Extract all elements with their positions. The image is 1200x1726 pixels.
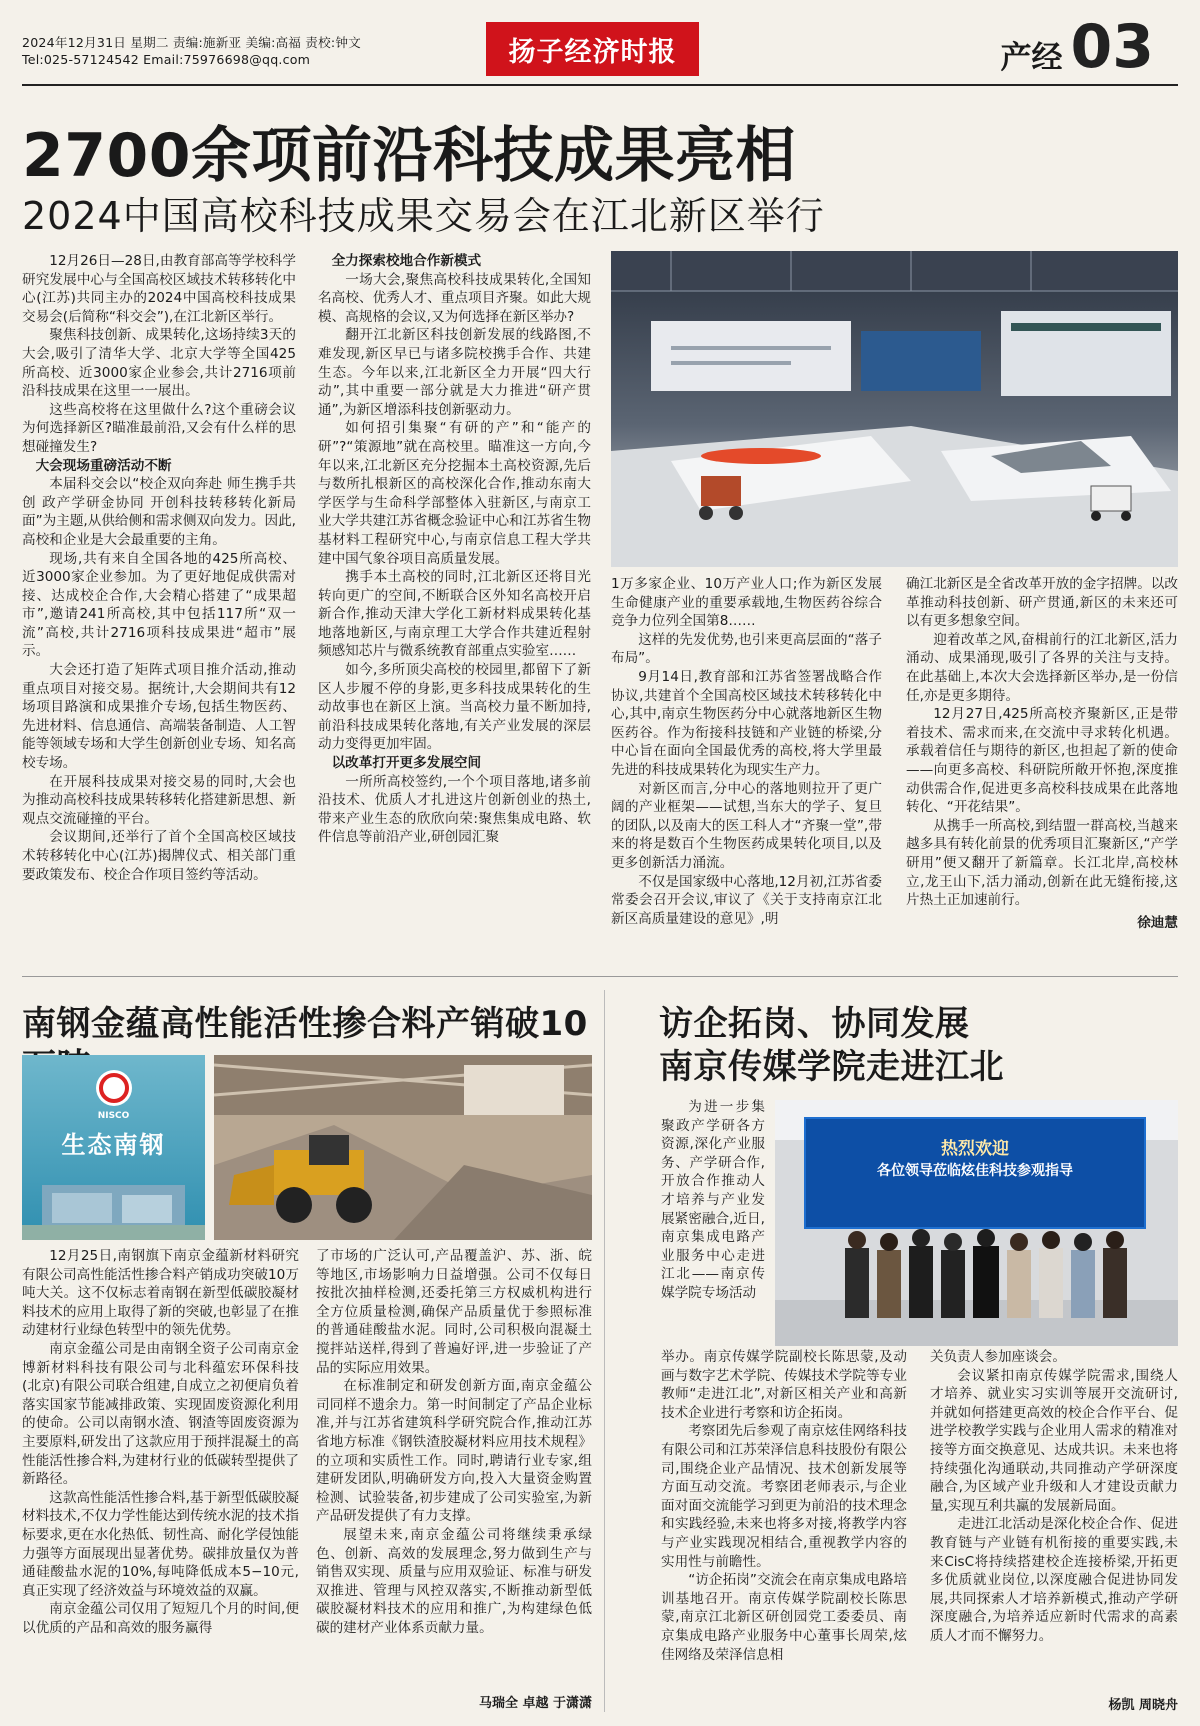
- steel-headline: 南钢金蕴高性能活性掺合料产销破10: [22, 1004, 588, 1044]
- steel-article-col1: [22, 1247, 299, 1707]
- article-paragraph: 会议期间,还举行了首个全国高校区域技术转移转化中心(江苏)揭牌仪式、相关部门重要政策发布、校企合作项目签约等活动。: [22, 829, 296, 883]
- article-paragraph: 12月25日,南钢旗下南京金蕴新材料研究有限公司高性能活性掺合料产销成功突破10万吨大关。这不仅标志着南钢在新型低碳胶凝材料技术的应用上取得了新的突破,也彰显了在推动建材行业绿色转型中的领先优势。: [22, 1248, 299, 1339]
- main-article-col1: [22, 252, 296, 952]
- article-paragraph: 从携手一所高校,到结盟一群高校,当越来越多具有转化前景的优秀项目汇聚新区,“产学研用”便又翻开了新篇章。长江北岸,高校林立,龙王山下,活力涌动,创新在此无缝衔接,这片热土正加速前行。: [906, 817, 1178, 909]
- header-contact: Tel:025-57124542 Email:75976698@qq.com: [22, 52, 311, 67]
- media-intro: [661, 1098, 765, 1348]
- sub-headline: 2024中国高校科技成果交易会在江北新区举行: [22, 194, 825, 238]
- article-paragraph: 对新区而言,分中心的落地则拉开了更广阔的产业框架——试想,当东大的学子、复旦的团队,以及南大的医工科人才“齐聚一堂”,带来的将是数百个生物医药成果转化项目,以及更多创新活力涌流。: [611, 780, 882, 871]
- page-number: 03: [1070, 12, 1154, 82]
- main-article-col4: [906, 575, 1178, 952]
- article-paragraph: 考察团先后参观了南京炫佳网络科技有限公司和江苏荣泽信息科技股份有限公司,围绕企业产品情况、技术创新发展等方面互动交流。考察团老师表示,与企业面对面交流能学习到更为前沿的技术理念和实践经验,未来也将多对接,将教学内容与产业实践现况相结合,重视教学内容的实用性与前瞻性。: [661, 1423, 907, 1570]
- column-divider: [604, 990, 605, 1712]
- steel-article-col2: [316, 1247, 592, 1687]
- article-paragraph: 现场,共有来自全国各地的425所高校、近3000家企业参加。为了更好地促成供需对接、达成校企合作,大会精心搭建了“成果超市”,邀请241所高校,其中包括117所“双一流”高校,共计2716项科技成果进“超市”展示。: [22, 550, 296, 660]
- article-paragraph: 这些高校将在这里做什么?这个重磅会议为何选择新区?瞄准最前沿,又会有什么样的思想碰撞发生?: [22, 401, 296, 455]
- headline: 2700余项前沿科技成果亮相: [22, 121, 796, 191]
- article-paragraph: 如今,多所顶尖高校的校园里,都留下了新区人步履不停的身影,更多科技成果转化的生动故事也在新区上演。当高校力量不断加持,前沿科技成果转化落地,有关产业发展的深层动力变得更加牢固。: [318, 662, 591, 753]
- nisco-logo-panel: [22, 1055, 205, 1240]
- article-paragraph: 聚焦科技创新、成果转化,这场持续3天的大会,吸引了清华大学、北京大学等全国425所高校、近3000家企业参会,共计2716项前沿科技成果在这里一一展出。: [22, 327, 296, 400]
- delegation-group-photo: [775, 1100, 1178, 1346]
- media-article-col1: [661, 1348, 907, 1712]
- header-rule: [22, 84, 1178, 86]
- article-paragraph: “访企拓岗”交流会在南京集成电路培训基地召开。南京传媒学院副校长陈思蒙,南京江北新区研创园党工委委员、南京集成电路产业服务中心董事长周荣,炫佳网络及荣泽信息相: [661, 1572, 907, 1663]
- article-paragraph: 9月14日,教育部和江苏省签署战略合作协议,共建首个全国高校区域技术转移转化中心,其中,南京生物医药分中心就落地新区生物医药谷。作为衔接科技链和产业链的桥梁,分中心旨在面向全国最优秀的高校,将大学里最先进的科技成果转化为现实生产力。: [611, 668, 882, 778]
- article-paragraph: 这款高性能活性掺合料,基于新型低碳胶凝材料技术,不仅力学性能达到传统水泥的技术指标要求,更在水化热低、韧性高、耐化学侵蚀能力强等方面展现出显著优势。碳排放量仅为普通硅酸盐水泥的10%,每吨降低成本5−10元,真正实现了经济效益与环境效益的双赢。: [22, 1489, 299, 1599]
- article-paragraph: 关负责人参加座谈会。: [930, 1349, 1066, 1365]
- main-article-col2: [318, 252, 591, 952]
- main-article-col3: [611, 575, 882, 952]
- section-label: [1000, 12, 1155, 82]
- media-article-col2: [930, 1348, 1178, 1693]
- media-intro-text: 为进一步集聚政产学研各方资源,深化产业服务、产学研合作,开放合作推动人才培养与产业发展紧密融合,近日,南京集成电路产业服务中心走进江北——南京传媒学院专场活动: [661, 1099, 765, 1301]
- article-paragraph: 迎着改革之风,奋楫前行的江北新区,活力涌动、成果涌现,吸引了各界的关注与支持。在此基础上,本次大会选择新区举办,是一份信任,亦是更多期待。: [906, 631, 1178, 704]
- article-subhead: 全力探索校地合作新模式: [331, 253, 482, 269]
- article-paragraph: 在开展科技成果对接交易的同时,大会也为推动高校科技成果转移转化搭建新思想、新观点交流碰撞的平台。: [22, 773, 296, 827]
- section-name: 产经: [1000, 40, 1063, 76]
- article-paragraph: 翻开江北新区科技创新发展的线路图,不难发现,新区早已与诸多院校携手合作、共建生态。今年以来,江北新区全力开展“四大行动”,其中重要一部分就是大力推进“研产贯通”,为新区增添科技创新驱动力。: [318, 327, 591, 418]
- article-paragraph: 确江北新区是全省改革开放的金字招牌。以改革推动科技创新、研产贯通,新区的未来还可以有更多想象空间。: [906, 576, 1178, 630]
- nisco-slogan: 生态南钢: [61, 1131, 166, 1159]
- media-headline-line2: 南京传媒学院走进江北: [659, 1047, 1004, 1087]
- article-paragraph: 在标准制定和研发创新方面,南京金蕴公司同样不遗余力。第一时间制定了产品企业标准,并与江苏省建筑科学研究院合作,推动江苏省地方标准《钢铁渣胶凝材料应用技术规程》的立项和实质性工作。同时,聘请行业专家,组建研发团队,明确研发方向,投入大量资金购置检测、试验装备,初步建成了公司实验室,为新产品研发提供了有力支撑。: [316, 1378, 592, 1525]
- article-paragraph: 南京金蕴公司是由南钢全资子公司南京金博新材料科技有限公司与北科蕴宏环保科技(北京)有限公司联合组建,自成立之初便肩负着落实国家节能减排政策、实现固废资源化利用的使命。公司以南钢水渣、钢渣等固废资源为主要原料,研发出了这款应用于预拌混凝土的高性能活性掺合料,为建材行业的低碳转型提供了新路径。: [22, 1340, 299, 1488]
- article-paragraph: 这样的先发优势,也引来更高层面的“落子布局”。: [611, 631, 882, 667]
- article-paragraph: 举办。南京传媒学院副校长陈思蒙,及动画与数字艺术学院、传媒技术学院等专业教师“走进江北”,对新区相关产业和高新技术企业进行考察和访企拓岗。: [661, 1349, 907, 1421]
- article-paragraph: 不仅是国家级中心落地,12月初,江苏省委常委会召开会议,审议了《关于支持南京江北新区高质量建设的意见》,明: [611, 873, 882, 927]
- nisco-brand: NISCO: [97, 1111, 130, 1121]
- article-paragraph: 会议紧扣南京传媒学院需求,围绕人才培养、就业实习实训等展开交流研讨,并就如何搭建更高效的校企合作平台、促进学校教学实践与企业用人需求的精准对接等方面交换意见、达成共识。未来也将持续强化沟通联动,共同推动产学研深度融合,为区域产业升级和人才建设贡献力量,实现互利共赢的发展新局面。: [930, 1367, 1178, 1514]
- article-paragraph: 如何招引集聚“有研的产”和“能产的研”?“策源地”就在高校里。瞄准这一方向,今年以来,江北新区充分挖掘本土高校资源,先后与数所扎根新区的高校深化合作,推动东南大学医学与生命科学部整体入驻新区,与南京工业大学共建江苏省概念验证中心和江苏省生物基材料工程研究中心,与南京信息工程大学共建中国气象谷项目高质量发展。: [318, 420, 591, 567]
- warehouse-loader-photo: [214, 1055, 592, 1240]
- article-paragraph: 1万多家企业、10万产业人口;作为新区发展生命健康产业的重要承载地,生物医药谷综合竞争力位列全国第8……: [611, 576, 882, 630]
- article-paragraph: 一场大会,聚焦高校科技成果转化,全国知名高校、优秀人才、重点项目齐聚。如此大规模、高规格的会议,又为何选择在新区举办?: [318, 271, 591, 325]
- article-paragraph: 了市场的广泛认可,产品覆盖沪、苏、浙、皖等地区,市场影响力日益增强。公司不仅每日按批次抽样检测,还委托第三方权威机构进行全方位质量检测,确保产品质量优于参照标准的普通硅酸盐水泥。同时,公司积极向混凝土搅拌站送样,得到了普遍好评,进一步验证了产品的实际应用效果。: [316, 1248, 592, 1376]
- article-paragraph: 大会还打造了矩阵式项目推介活动,推动重点项目对接交易。据统计,大会期间共有12场项目路演和成果推介专场,包括生物医药、先进材料、信息通信、高端装备制造、人工智能等领域专场和大学生创新创业专场、知名高校专场。: [22, 662, 296, 772]
- welcome-screen-title: 热烈欢迎: [941, 1139, 1009, 1159]
- article-paragraph: 本届科交会以“校企双向奔赴 师生携手共创 政产学研金协同 开创科技转移转化新局面”为主题,从供给侧和需求侧双向发力。因此,高校和企业是大会最重要的主角。: [22, 476, 296, 548]
- masthead-logo: 扬子经济时报: [486, 22, 699, 76]
- media-byline: 杨凯 周晓舟: [1108, 1698, 1178, 1713]
- article-paragraph: 走进江北活动是深化校企合作、促进教育链与产业链有机衔接的重要实践,未来CisC将持续搭建校企连接桥梁,开拓更多优质就业岗位,以深度融合促进协同发展,共同探索人才培养新模式,推动产学研深度融合,为培养适应新时代需求的高素质人才而不懈努力。: [930, 1516, 1178, 1644]
- article-paragraph: 展望未来,南京金蕴公司将继续秉承绿色、创新、高效的发展理念,努力做到生产与销售双实现、质量与应用双验证、标准与研发双推进、管理与风控双落实,不断推动新型低碳胶凝材料技术的应用和推广,为构建绿色低碳的建材产业体系贡献力量。: [316, 1526, 592, 1636]
- article-paragraph: 南京金蕴公司仅用了短短几个月的时间,便以优质的产品和高效的服务赢得: [22, 1601, 299, 1636]
- article-subhead: 以改革打开更多发展空间: [331, 755, 482, 772]
- welcome-screen-subtitle: 各位领导莅临炫佳科技参观指导: [877, 1163, 1073, 1179]
- article-paragraph: 12月26日—28日,由教育部高等学校科学研究发展中心与全国高校区域技术转移转化中心(江苏)共同主办的2024中国高校科技成果交易会(后简称“科交会”),在江北新区举行。: [22, 253, 296, 325]
- article-paragraph: 12月27日,425所高校齐聚新区,正是带着技术、需求而来,在交流中寻求转化机遇。承载着信任与期待的新区,也担起了新的使命——向更多高校、科研院所敞开怀抱,深度推动供需合作,促进更多高校科技成果在此落地转化、“开花结果”。: [906, 706, 1178, 816]
- section-divider: [22, 976, 1178, 977]
- article-byline: 徐迪慧: [1137, 914, 1178, 931]
- article-paragraph: 一所所高校签约,一个个项目落地,诸多前沿技术、优质人才扎进这片创新创业的热土,带来产业生态的欣欣向荣:聚焦集成电路、软件信息等前沿产业,研创园汇聚: [318, 773, 591, 846]
- article-subhead: 大会现场重磅活动不断: [35, 457, 172, 474]
- media-headline-line1: 访企拓岗、协同发展: [659, 1004, 970, 1044]
- exhibition-hall-photo: [611, 251, 1178, 567]
- steel-byline: 马瑞全 卓越 于潇潇: [478, 1696, 592, 1711]
- article-paragraph: 携手本土高校的同时,江北新区还将目光转向更广的空间,不断联合区外知名高校开启新合作,推动天津大学化工新材料成果转化基地落地新区,与南京理工大学合作共建近程射频感知芯片与微系统教育部重点实验室……: [318, 569, 591, 660]
- header-date-line: 2024年12月31日 星期二 责编:施新亚 美编:高福 责校:钟文: [22, 35, 361, 50]
